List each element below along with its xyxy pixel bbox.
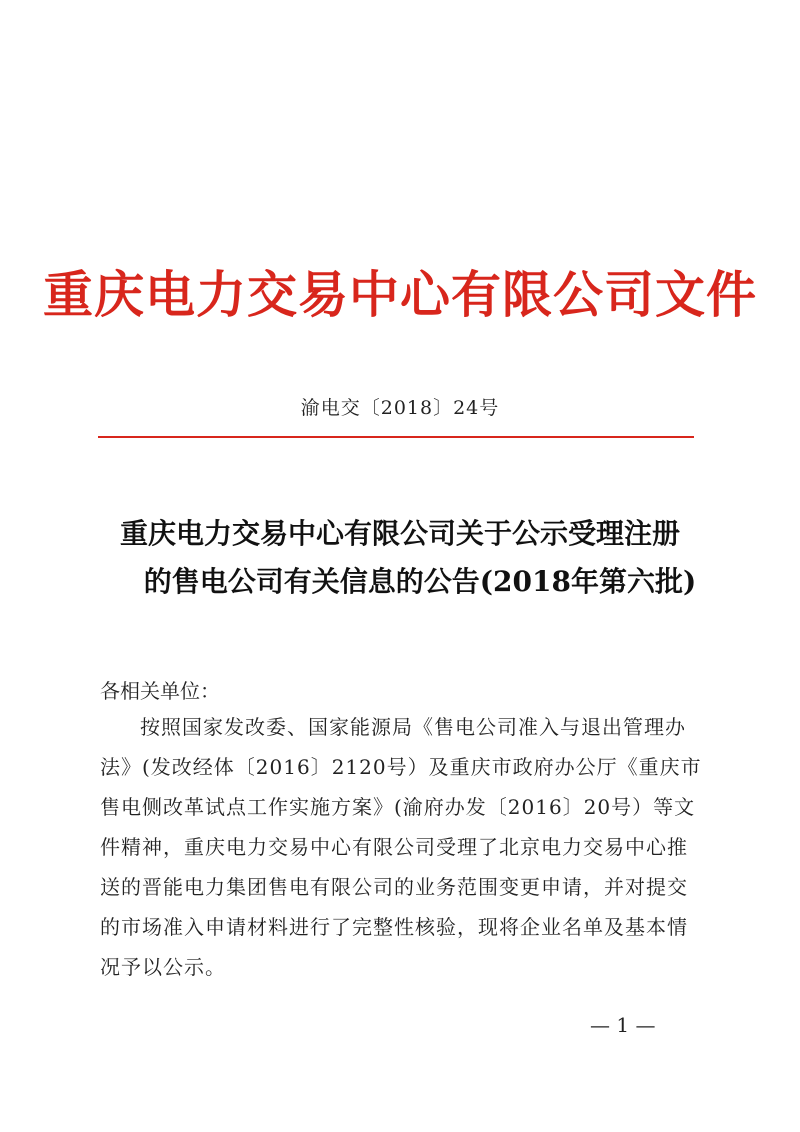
notice-title xyxy=(0,510,800,606)
notice-title-line-1: 重庆电力交易中心有限公司关于公示受理注册 xyxy=(119,517,680,550)
page-number: — 1 — xyxy=(590,1013,656,1037)
body-paragraph xyxy=(100,707,702,987)
body-line: 况予以公示。 xyxy=(100,955,226,979)
body-line: 的市场准入申请材料进行了完整性核验，现将企业名单及基本情 xyxy=(100,915,688,939)
document-header-title: 重庆电力交易中心有限公司文件 xyxy=(43,265,757,324)
body-line: 售电侧改革试点工作实施方案》(渝府办发〔2016〕20号）等文 xyxy=(100,795,696,819)
body-line: 送的晋能电力集团售电有限公司的业务范围变更申请，并对提交 xyxy=(100,875,688,899)
body-line: 按照国家发改委、国家能源局《售电公司准入与退出管理办 xyxy=(140,715,686,739)
header-divider xyxy=(98,436,694,438)
document-number: 渝电交〔2018〕24号 xyxy=(300,397,500,419)
salutation: 各相关单位： xyxy=(100,679,220,703)
body-line: 件精神，重庆电力交易中心有限公司受理了北京电力交易中心推 xyxy=(100,835,688,859)
notice-title-line-2: 的售电公司有关信息的公告(2018年第六批) xyxy=(143,565,697,598)
body-line: 法》(发改经体〔2016〕2120号）及重庆市政府办公厅《重庆市 xyxy=(100,755,702,779)
